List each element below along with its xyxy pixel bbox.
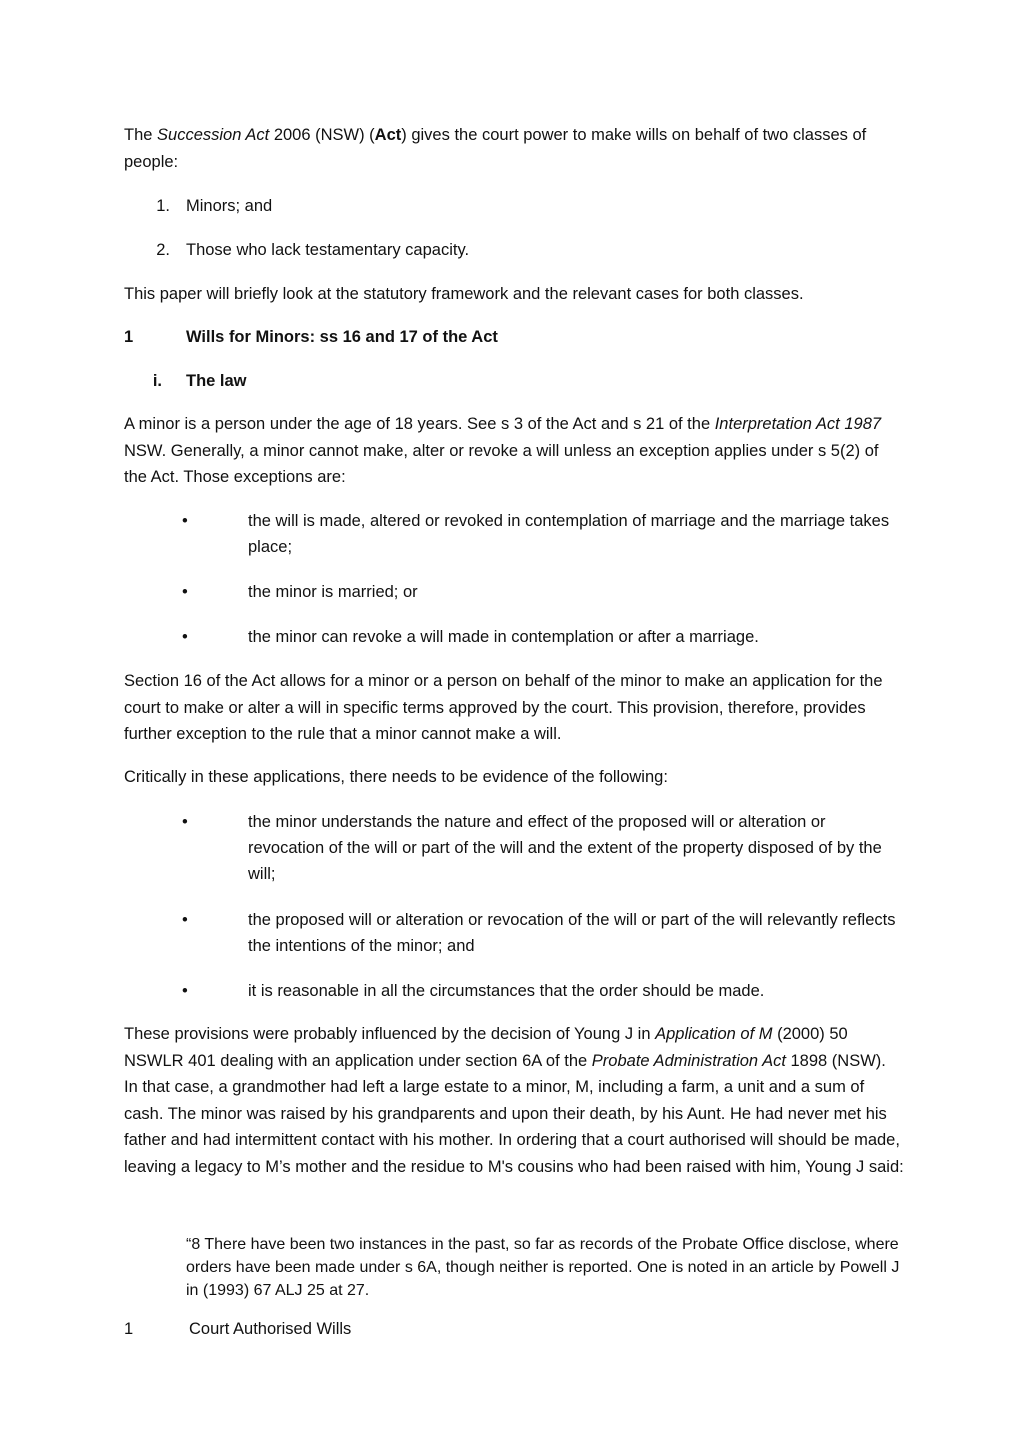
intro-text-b: 2006 (NSW) ( (269, 126, 375, 144)
influence-text-b: (2000) 50 NSWLR 401 dealing with an application under section 6A of the (124, 1025, 848, 1070)
evidence-text: the proposed will or alteration or revocation of the will or part of the will relevantly reflects the intentions of the minor; and (248, 911, 896, 955)
bullet-icon: • (182, 583, 188, 601)
probate-act-name: Probate Administration Act (591, 1051, 786, 1070)
influence-paragraph (124, 1021, 904, 1180)
block-quote: “8 There have been two instances in the past, so far as records of the Probate Office disclose, where orders have been made under s 6A, though neither is reported. One is noted in an article by Powell J in (1993) 67 ALJ 25 at 27. (186, 1236, 900, 1299)
overview-paragraph: This paper will briefly look at the statutory framework and the relevant cases for both classes. (124, 285, 804, 303)
exception-text: the minor can revoke a will made in contemplation or after a marriage. (248, 628, 759, 646)
page-footer (124, 1316, 352, 1342)
influence-text-a: These provisions were probably influenced by the decision of Young J in (124, 1025, 656, 1043)
evidence-text: it is reasonable in all the circumstances that the order should be made. (248, 982, 765, 1000)
bullet-icon: • (182, 911, 188, 929)
influence-text-c: 1898 (NSW). In that case, a grandmother had left a large estate to a minor, M, including a farm, a unit and a sum of cash. The minor was raised by his grandparents and upon their death, by his Aunt. He had never met his father and had intermittent contact with his mother. In ordering that a court authorised will should be made, leaving a legacy to M’s mother and the residue to M's cousins who had been raised with him, Young J said: (124, 1051, 904, 1176)
exception-text: the minor is married; or (248, 583, 418, 601)
class-text: Minors; and (186, 197, 273, 215)
class-number: 1. (156, 197, 170, 215)
class-number: 2. (156, 241, 170, 259)
intro-paragraph (124, 122, 904, 175)
minor-definition-paragraph (124, 411, 904, 491)
subsection-title: The law (186, 372, 247, 390)
page-number: 1 (124, 1320, 134, 1338)
bullet-icon: • (182, 512, 188, 530)
minor-def-text-a: A minor is a person under the age of 18 years. See s 3 of the Act and s 21 of the (124, 415, 715, 433)
case-name: Application of M (655, 1025, 773, 1043)
evidence-intro-paragraph: Critically in these applications, there needs to be evidence of the following: (124, 768, 668, 786)
minor-def-text-b: NSW. Generally, a minor cannot make, alter or revoke a will unless an exception applies under s 5(2) of the Act. Those exceptions are: (124, 441, 879, 486)
subsection-number: i. (152, 372, 162, 390)
section-title: Wills for Minors: ss 16 and 17 of the Act (186, 328, 498, 346)
bullet-icon: • (182, 813, 188, 831)
interpretation-act-name: Interpretation Act 1987 (714, 415, 882, 433)
class-text: Those who lack testamentary capacity. (186, 241, 470, 259)
act-abbreviation: Act (374, 126, 402, 144)
act-name: Succession Act (157, 126, 270, 144)
section-number: 1 (124, 328, 134, 346)
footer-title: Court Authorised Wills (189, 1320, 352, 1338)
intro-text-c: ) gives the court power to make wills on behalf of two classes of people: (124, 126, 867, 171)
section-16-paragraph: Section 16 of the Act allows for a minor or a person on behalf of the minor to make an application for the court to make or alter a will in specific terms approved by the court. This provision, therefore, provides further exception to the rule that a minor cannot make a will. (124, 672, 883, 743)
section-1-heading (124, 324, 498, 350)
intro-text-a: The (124, 126, 158, 144)
bullet-icon: • (182, 628, 188, 646)
evidence-text: the minor understands the nature and effect of the proposed will or alteration or revocation of the will or part of the will and the extent of the property disposed of by the will; (248, 813, 882, 883)
exception-text: the will is made, altered or revoked in contemplation of marriage and the marriage takes place; (248, 512, 890, 556)
bullet-icon: • (182, 982, 188, 1000)
